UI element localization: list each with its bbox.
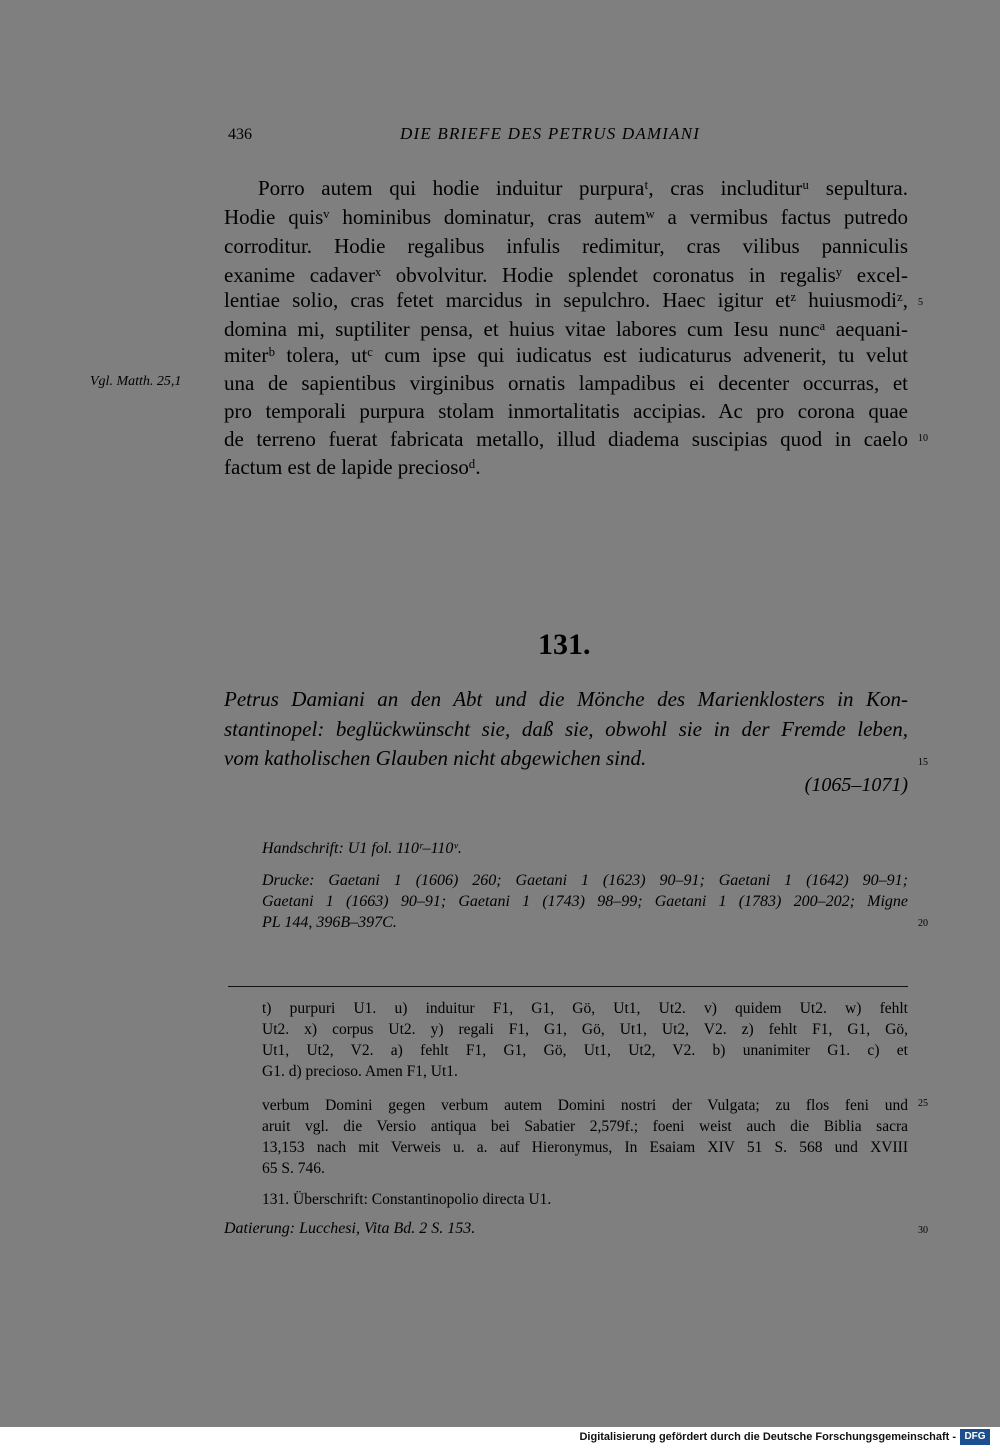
body-line: de terreno fuerat fabricata metallo, illud diadema suscipias quod in caelo: [224, 427, 908, 451]
commentary-line: aruit vgl. die Versio antiqua bei Sabatier 2,579f.; foeni weist auch die Biblia sacra: [262, 1118, 908, 1135]
apparatus-line: t) purpuri U1. u) induitur F1, G1, Gö, Ut1, Ut2. v) quidem Ut2. w) fehlt: [262, 1000, 908, 1017]
body-line: corroditur. Hodie regalibus infulis redimitur, cras vilibus panniculis: [224, 234, 908, 258]
letter-title-line: Petrus Damiani an den Abt und die Mönche des Marienklosters in Kon-: [224, 687, 908, 711]
footer-credit[interactable]: Digitalisierung gefördert durch die Deutsche Forschungsgemeinschaft -: [579, 1431, 956, 1443]
prints-line: PL 144, 396B–397C.: [262, 914, 397, 931]
line-number: 10: [918, 433, 928, 444]
body-line: una de sapientibus virginibus ornatis lampadibus ei decenter occurras, et: [224, 371, 908, 395]
body-line: factum est de lapide preciosoᵈ.: [224, 455, 481, 479]
running-title: DIE BRIEFE DES PETRUS DAMIANI: [400, 124, 701, 143]
letter-title-line: stantinopel: beglückwünscht sie, daß sie, obwohl sie in der Fremde leben,: [224, 717, 908, 741]
body-line: exanime cadaverˣ obvolvitur. Hodie splendet coronatus in regalisʸ excel-: [224, 263, 908, 287]
heading-note: 131. Überschrift: Constantinopolio directa U1.: [262, 1191, 552, 1208]
datierung: Datierung: Lucchesi, Vita Bd. 2 S. 153.: [224, 1220, 476, 1237]
body-line: lentiae solio, cras fetet marcidus in sepulchro. Haec igitur etᶻ huiusmodiᶻ,: [224, 288, 908, 312]
line-number: 5: [918, 297, 923, 308]
manuscript-source: Handschrift: U1 fol. 110ʳ–110ᵛ.: [262, 840, 462, 857]
commentary-line: 13,153 nach mit Verweis u. a. auf Hieronymus, In Esaiam XIV 51 S. 568 und XVIII: [262, 1139, 908, 1156]
margin-reference: Vgl. Matth. 25,1: [90, 374, 182, 389]
apparatus-line: G1. d) precioso. Amen F1, Ut1.: [262, 1063, 458, 1080]
page-number: 436: [228, 126, 252, 143]
body-line: Hodie quisᵛ hominibus dominatur, cras autemʷ a vermibus factus putredo: [224, 205, 908, 229]
apparatus-line: Ut1, Ut2, V2. a) fehlt F1, G1, Gö, Ut1, Ut2, V2. b) unanimiter G1. c) et: [262, 1042, 908, 1059]
body-line: domina mi, suptiliter pensa, et huius vitae labores cum Iesu nuncᵃ aequani-: [224, 317, 908, 341]
dfg-logo[interactable]: DFG: [960, 1429, 990, 1445]
prints-line: Gaetani 1 (1663) 90–91; Gaetani 1 (1743) 98–99; Gaetani 1 (1783) 200–202; Migne: [262, 893, 908, 910]
apparatus-line: Ut2. x) corpus Ut2. y) regali F1, G1, Gö, Ut1, Ut2, V2. z) fehlt F1, G1, Gö,: [262, 1021, 908, 1038]
letter-title-line: vom katholischen Glauben nicht abgewichen sind.: [224, 746, 647, 770]
body-line: miterᵇ tolera, utᶜ cum ipse qui iudicatus est iudicaturus advenerit, tu velut: [224, 343, 908, 367]
line-number: 15: [918, 757, 928, 768]
line-number: 20: [918, 918, 928, 929]
letter-number: 131.: [538, 628, 591, 661]
prints-line: Drucke: Gaetani 1 (1606) 260; Gaetani 1 (1623) 90–91; Gaetani 1 (1642) 90–91;: [262, 872, 908, 889]
body-line: Porro autem qui hodie induitur purpuraᵗ, cras includiturᵘ sepultura.: [258, 176, 908, 200]
line-number: 25: [918, 1098, 928, 1109]
letter-date: (1065–1071): [804, 774, 908, 796]
body-line: pro temporali purpura stolam inmortalitatis accipias. Ac pro corona quae: [224, 399, 908, 423]
commentary-line: 65 S. 746.: [262, 1160, 325, 1177]
footnote-rule: [228, 986, 908, 987]
commentary-line: verbum Domini gegen verbum autem Domini nostri der Vulgata; zu flos feni und: [262, 1097, 908, 1114]
line-number: 30: [918, 1225, 928, 1236]
